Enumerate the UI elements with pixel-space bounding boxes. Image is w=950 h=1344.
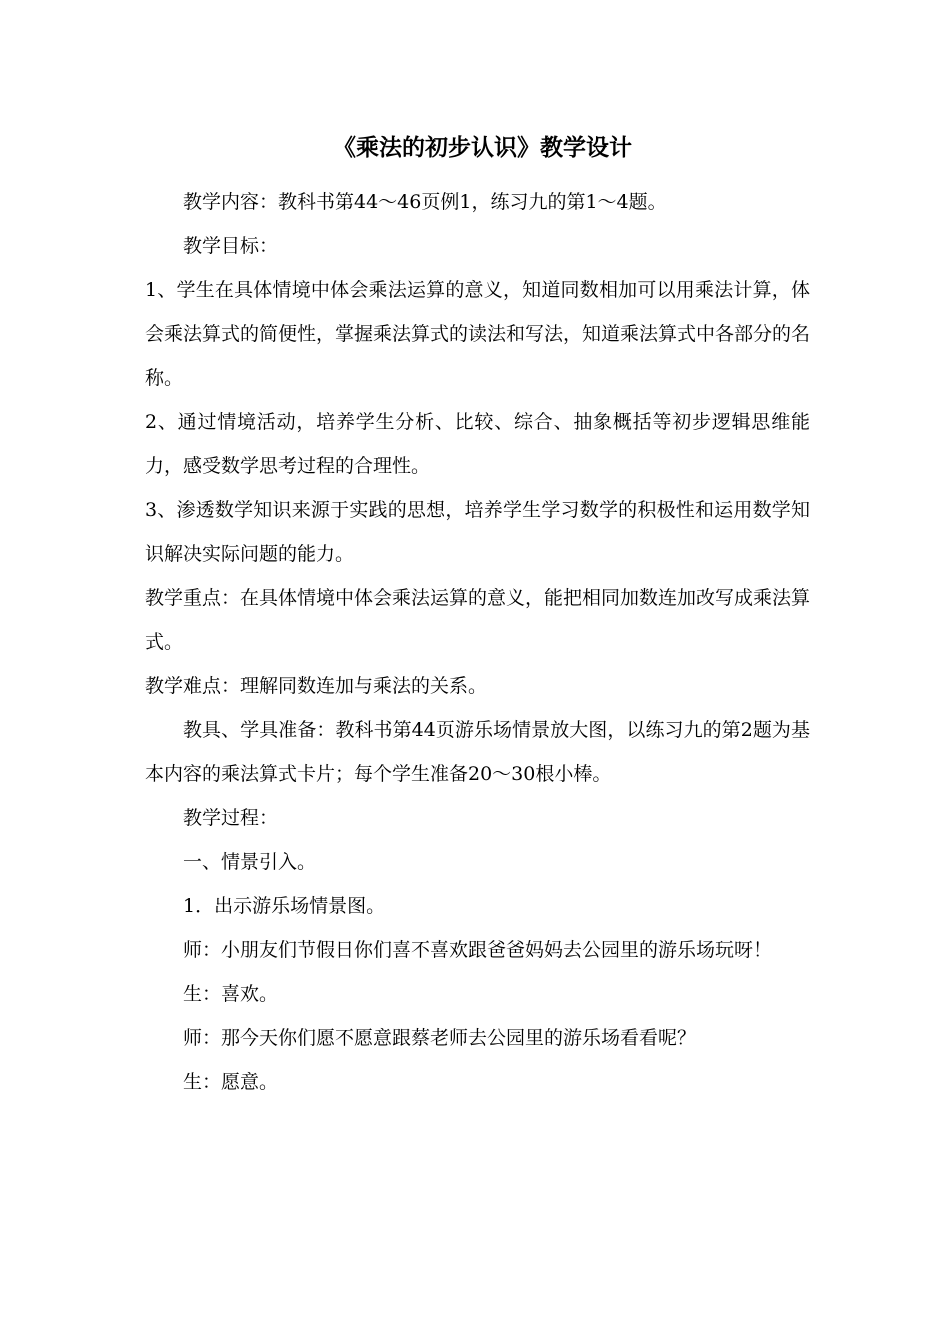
paragraph-student-line-2: 生：愿意。 xyxy=(183,1071,279,1093)
paragraph-key-points: 教学重点：在具体情境中体会乘法运算的意义，能把相同加数连加改写成乘法算式。 xyxy=(145,587,811,653)
document-title: 《乘法的初步认识》教学设计 xyxy=(333,134,632,161)
paragraph-goal-2: 2、通过情境活动，培养学生分析、比较、综合、抽象概括等初步逻辑思维能力，感受数学思考过程的合理性。 xyxy=(145,411,810,477)
paragraph-goal-1: 1、学生在具体情境中体会乘法运算的意义，知道同数相加可以用乘法计算，体会乘法算式的简便性，掌握乘法算式的读法和写法，知道乘法算式中各部分的名称。 xyxy=(145,279,811,389)
paragraph-step-1: 1．出示游乐场情景图。 xyxy=(183,895,386,917)
paragraph-teacher-line-2: 师：那今天你们愿不愿意跟蔡老师去公园里的游乐场看看呢？ xyxy=(183,1027,697,1049)
paragraph-teaching-process-heading: 教学过程： xyxy=(183,807,279,829)
paragraph-teacher-line-1: 师：小朋友们节假日你们喜不喜欢跟爸爸妈妈去公园里的游乐场玩呀！ xyxy=(183,939,773,961)
paragraph-teaching-goals-heading: 教学目标： xyxy=(183,235,279,257)
paragraph-section-1-heading: 一、情景引入。 xyxy=(183,851,317,873)
paragraph-student-line-1: 生：喜欢。 xyxy=(183,983,279,1005)
paragraph-teaching-aids: 教具、学具准备：教科书第44页游乐场情景放大图，以练习九的第2题为基本内容的乘法算式卡片；每个学生准备20～30根小棒。 xyxy=(145,719,810,785)
paragraph-goal-3: 3、渗透数学知识来源于实践的思想，培养学生学习数学的积极性和运用数学知识解决实际问题的能力。 xyxy=(145,499,810,565)
paragraph-difficult-points: 教学难点：理解同数连加与乘法的关系。 xyxy=(145,675,488,697)
paragraph-teaching-content: 教学内容：教科书第44～46页例1，练习九的第1～4题。 xyxy=(183,191,667,213)
document-body xyxy=(145,128,810,1104)
